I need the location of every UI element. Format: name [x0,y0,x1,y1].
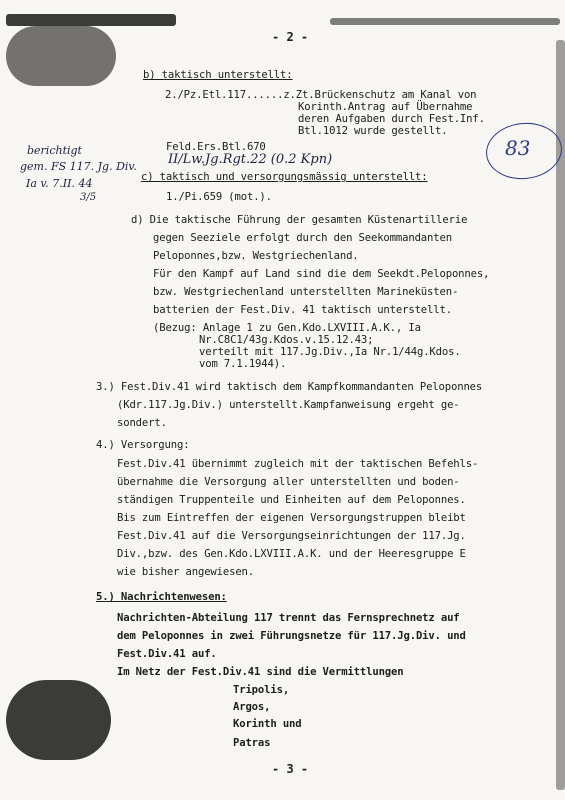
text-line: Btl.1012 wurde gestellt. [298,125,448,137]
text-line: 2./Pz.Etl.117......z.Zt.Brückenschutz am Kanal von [165,89,477,101]
text-line: Feld.Ers.Btl.670 [166,141,266,153]
text-line: 4.) Versorgung: [96,439,190,451]
text-line: übernahme die Versorgung aller unterstellten und boden- [117,476,460,488]
text-line: gegen Seeziele erfolgt durch den Seekommandanten [153,232,452,244]
page-number-top: - 2 - [272,30,309,44]
text-line: bzw. Westgriechenland unterstellten Marineküsten- [153,286,459,298]
text-line: batterien der Fest.Div. 41 taktisch unterstellt. [153,304,452,316]
scan-smudge-left-bottom [6,680,111,760]
archive-stamp-number: 83 [505,136,531,160]
handwritten-note: gem. FS 117. Jg. Div. [20,160,137,173]
text-line: Korinth und [233,718,302,730]
text-line: Tripolis, [233,684,290,696]
scan-edge-top [6,14,176,26]
handwritten-note: Ia v. 7.II. 44 [26,177,93,190]
text-line: Fest.Div.41 auf die Versorgungseinrichtungen der 117.Jg. [117,530,466,542]
handwritten-note: berichtigt [27,144,82,157]
text-line: wie bisher angewiesen. [117,566,255,578]
text-line: Bis zum Eintreffen der eigenen Versorgungstruppen bleibt [117,512,466,524]
text-line: vom 7.1.1944). [199,358,287,370]
text-line: 3.) Fest.Div.41 wird taktisch dem Kampfkommandanten Peloponnes [96,381,483,393]
text-line: dem Peloponnes in zwei Führungsnetze für 117.Jg.Div. und [117,630,466,642]
text-line: Im Netz der Fest.Div.41 sind die Vermittlungen [117,666,404,678]
text-line: Argos, [233,701,271,713]
handwritten-note: II/Lw.Jg.Rgt.22 (0.2 Kpn) [168,152,333,167]
text-line: (Kdr.117.Jg.Div.) unterstellt.Kampfanweisung ergeht ge- [117,399,460,411]
text-line: deren Aufgaben durch Fest.Inf. [298,113,485,125]
page-number-bottom: - 3 - [272,762,309,776]
text-line: (Bezug: Anlage 1 zu Gen.Kdo.LXVIII.A.K., Ia [153,322,421,334]
text-line: Fest.Div.41 übernimmt zugleich mit der taktischen Befehls- [117,458,479,470]
text-line: Nr.C8C1/43g.Kdos.v.15.12.43; [199,334,374,346]
text-line: Für den Kampf auf Land sind die dem Seekdt.Peloponnes, [153,268,490,280]
text-line: Fest.Div.41 auf. [117,648,217,660]
text-line: 1./Pi.659 (mot.). [166,191,272,203]
text-line: 5.) Nachrichtenwesen: [96,591,227,603]
handwritten-note: 3/5 [80,192,97,203]
text-line: c) taktisch und versorgungsmässig unterstellt: [141,171,428,183]
text-line: ständigen Truppenteile und Einheiten auf dem Peloponnes. [117,494,466,506]
scan-smudge-left-top [6,26,116,86]
text-line: Div.,bzw. des Gen.Kdo.LXVIII.A.K. und der Heeresgruppe E [117,548,466,560]
text-line: sondert. [117,417,167,429]
scan-edge-top-right [330,18,560,25]
text-line: Patras [233,737,271,749]
text-line: Korinth.Antrag auf Übernahme [298,101,473,113]
text-line: Nachrichten-Abteilung 117 trennt das Fernsprechnetz auf [117,612,460,624]
text-line: d) Die taktische Führung der gesamten Küstenartillerie [131,214,468,226]
text-line: Peloponnes,bzw. Westgriechenland. [153,250,359,262]
text-line: b) taktisch unterstellt: [143,69,293,81]
text-line: verteilt mit 117.Jg.Div.,Ia Nr.1/44g.Kdos. [199,346,461,358]
